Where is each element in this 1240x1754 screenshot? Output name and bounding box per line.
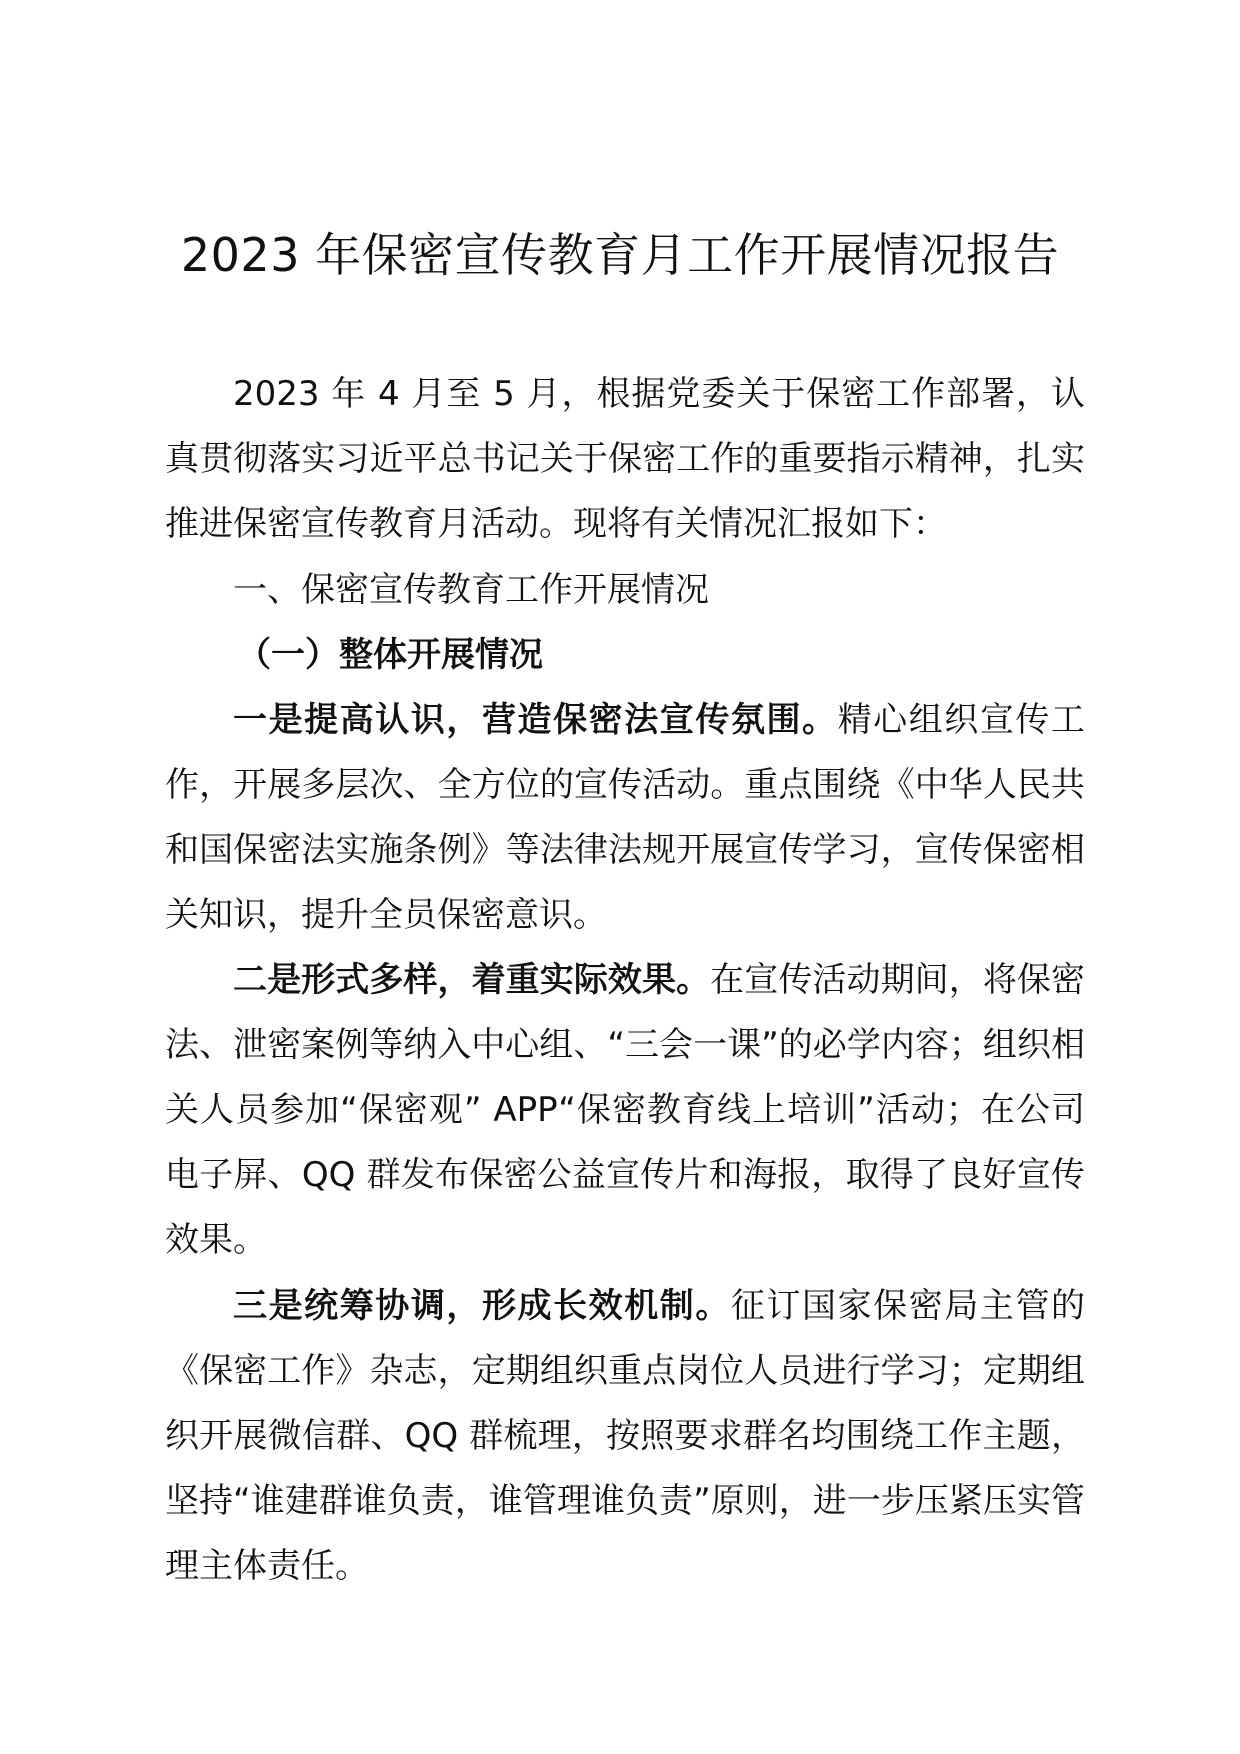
section-heading-block [165,558,1085,623]
point-two-lead: 二是形式多样，着重实际效果。 [233,960,711,1000]
intro-paragraph: 2023 年 4 月至 5 月，根据党委关于保密工作部署，认真贯彻落实习近平总书记关于保密工作的重要指示精神，扎实推进保密宣传教育月活动。现将有关情况汇报如下： [165,374,1085,544]
point-one-body: 精心组织宣传工作，开展多层次、全方位的宣传活动。重点围绕《中华人民共和国保密法实施条例》等法律法规开展宣传学习，宣传保密相关知识，提升全员保密意识。 [165,700,1086,935]
subsection-heading-block [165,623,1085,688]
point-three-block [165,1274,1085,1599]
point-one-paragraph [165,688,1085,948]
point-one-block [165,688,1085,948]
point-two-block [165,948,1085,1273]
subsection-heading: （一）整体开展情况 [237,635,543,675]
section-heading: 一、保密宣传教育工作开展情况 [233,570,709,610]
point-one-lead: 一是提高认识，营造保密法宣传氛围。 [233,700,838,740]
intro-paragraph-block [165,362,1085,557]
point-three-body: 征订国家保密局主管的《保密工作》杂志，定期组织重点岗位人员进行学习；定期组织开展微信群、QQ 群梳理，按照要求群名均围绕工作主题，坚持“谁建群谁负责，谁管理谁负责”原则，进一步压紧压实管理主体责任。 [165,1286,1086,1586]
document-title: 2023 年保密宣传教育月工作开展情况报告 [180,228,1060,282]
point-two-paragraph [165,948,1085,1273]
point-three-lead: 三是统筹协调，形成长效机制。 [233,1286,731,1326]
point-two-body: 在宣传活动期间，将保密法、泄密案例等纳入中心组、“三会一课”的必学内容；组织相关人员参加“保密观” APP“保密教育线上培训”活动；在公司电子屏、QQ 群发布保密公益宣传片和海报，取得了良好宣传效果。 [165,960,1086,1260]
point-three-paragraph [165,1274,1085,1599]
